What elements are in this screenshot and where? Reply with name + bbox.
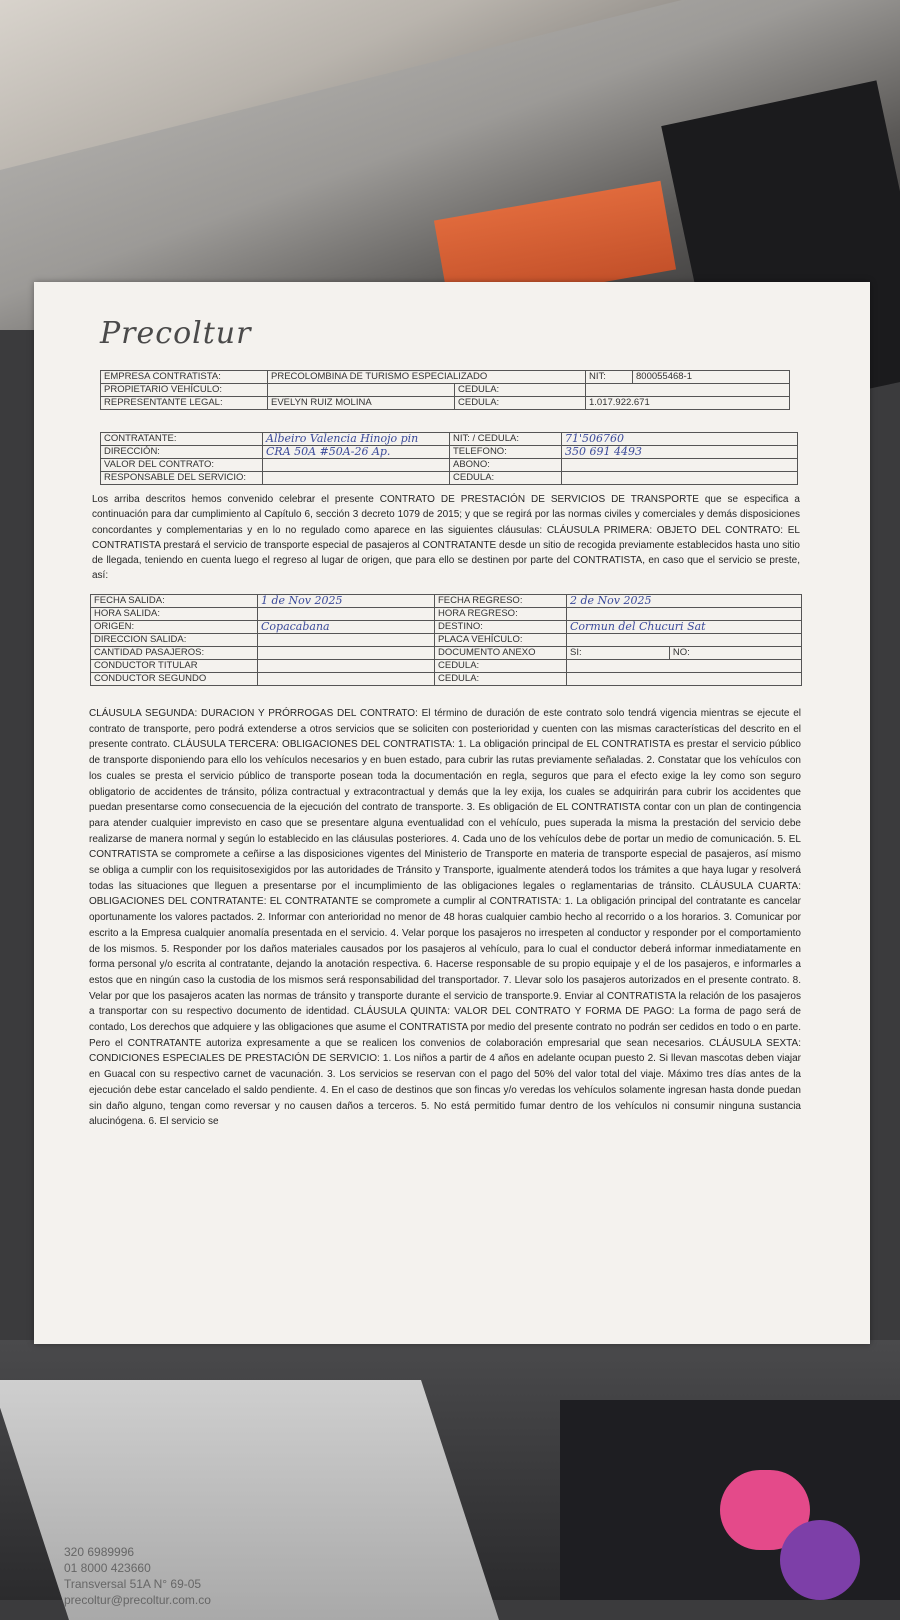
conductor-titular-cedula-value: [567, 660, 802, 673]
empresa-label: EMPRESA CONTRATISTA:: [101, 371, 268, 384]
abono-value: [562, 459, 798, 472]
documento-no: NO:: [669, 647, 801, 660]
responsable-value: [263, 472, 450, 485]
valor-label: VALOR DEL CONTRATO:: [101, 459, 263, 472]
representante-label: REPRESENTANTE LEGAL:: [101, 397, 268, 410]
direccion-value: CRA 50A #50A-26 Ap.: [263, 446, 450, 459]
destino-label: DESTINO:: [435, 621, 567, 634]
responsable-cedula-value: [562, 472, 798, 485]
origen-label: ORIGEN:: [91, 621, 258, 634]
footer-email: precoltur@precoltur.com.co: [64, 1593, 211, 1607]
telefono-value: 350 691 4493: [562, 446, 798, 459]
representante-cedula-value: 1.017.922.671: [586, 397, 790, 410]
footer-phone-2: 01 8000 423660: [64, 1561, 151, 1575]
fecha-salida-value: 1 de Nov 2025: [258, 595, 435, 608]
propietario-cedula-value: [586, 384, 790, 397]
origen-value: Copacabana: [258, 621, 435, 634]
propietario-cedula-label: CEDULA:: [455, 384, 586, 397]
hora-regreso-value: [567, 608, 802, 621]
conductor-titular-cedula: CEDULA:: [435, 660, 567, 673]
empresa-value: PRECOLOMBINA DE TURISMO ESPECIALIZADO: [268, 371, 586, 384]
logo-text: Precoltur: [100, 316, 252, 351]
documento-label: DOCUMENTO ANEXO: [435, 647, 567, 660]
responsable-label: RESPONSABLE DEL SERVICIO:: [101, 472, 263, 485]
telefono-label: TELEFONO:: [450, 446, 562, 459]
fecha-regreso-value: 2 de Nov 2025: [567, 595, 802, 608]
contratante-value: Albeiro Valencia Hinojo pin: [263, 433, 450, 446]
company-logo: [100, 316, 251, 351]
placa-value: [567, 634, 802, 647]
client-table: [100, 432, 798, 485]
documento-si: SI:: [567, 647, 670, 660]
fecha-regreso-label: FECHA REGRESO:: [435, 595, 567, 608]
cantidad-label: CANTIDAD PASAJEROS:: [91, 647, 258, 660]
conductor-segundo-label: CONDUCTOR SEGUNDO: [91, 673, 258, 686]
conductor-segundo-value: [258, 673, 435, 686]
abono-label: ABONO:: [450, 459, 562, 472]
company-footer: [64, 1544, 211, 1608]
clauses-text: CLÁUSULA SEGUNDA: DURACION Y PRÓRROGAS DEL CONTRATO: El término de duración de este contrato solo tendrá vigencia mientras se ejecute el contrato de transporte, pero podrá extenderse a otros servicios que se soliciten con posterioridad y cuenten con las mismas características del descrito en el presente contrato. CLÁUSULA TERCERA: OBLIGACIONES DEL CONTRATISTA: 1. La obligación principal de EL CONTRATISTA es prestar el servicio público de transporte disponiendo para ello los vehículos necesarios y en buen estado, para cubrir las rutas previamente señaladas. 2. Constatar que los vehículos con los cuales se presta el servicio público de transporte posean toda la documentación en regla, seguros que para el efecto exige la ley como son seguro obligatorio de accidentes de tránsito, póliza contractual y extracontractual y demás que la ley exija, los cuales se adquirirán para cubrir los accidentes que puedan presentarse como consecuencia de la ejecución del contrato de transporte. 3. Es obligación de EL CONTRATISTA contar con un plan de contingencia para atender cualquier imprevisto en caso que se presentare alguna eventualidad con el vehículo, pues superada la misma la prestación del servicio debe realizarse de manera normal y según lo establecido en las cláusulas posteriores. 4. Cada uno de los vehículos debe de portar un medio de comunicación. 5. EL CONTRATISTA se compromete a ceñirse a las disposiciones vigentes del Ministerio de Transporte en materia de transporte especial de pasajeros, así mismo se obliga a cumplir con los requisitosexigidos por las autoridades de Tránsito y Transporte, igualmente atenderá todos los trámites a que haya lugar y resolverá todas las situaciones que lleguen a presentarse por el incumplimiento de las obligaciones legales o reglamentarias de tránsito. CLÁUSULA CUARTA: OBLIGACIONES DEL CONTRATANTE: EL CONTRATANTE se compromete a cumplir al CONTRATISTA: 1. La obligación principal del contratante es cancelar oportunamente los valores pactados. 2. Informar con anterioridad no menor de 48 horas cualquier cambio hecho al recorrido o a los horarios. 3. Comunicar por escrito a la Empresa cualquier anomalía presentada en el servicio. 4. Velar porque los pasajeros no irrespeten al conductor y responder por el comportamiento de los mismos. 5. Responder por los daños materiales causados por los pasajeros al vehículo, para lo cual el conductor deberá informar inmediatamente en forma personal y/o escrita al contratante, dejando la anotación respectiva. 6. Hacerse responsable de su propio equipaje y el de los pasajeros, e informarles a estos que en ningún caso la custodia de los mismos será responsabilidad del transportador. 7. Llevar solo los pasajeros autorizados en el presente contrato. 8. Velar por que los pasajeros acaten las normas de tránsito y transporte durante el servicio de transporte.9. Enviar al CONTRATISTA la relación de los pasajeros a transportar con su respectivo documento de identidad. CLÁUSULA QUINTA: VALOR DEL CONTRATO Y FORMA DE PAGO: La forma de pago será de contado, Los derechos que adquiere y las obligaciones que asume el CONTRATISTA por medio del presente contrato no podrán ser cedidos en todo o en parte. Pero el CONTRATANTE autoriza expresamente a que se realicen los convenios de colaboración empresarial que sean necesarios. CLÁUSULA SEXTA: CONDICIONES ESPECIALES DE PRESTACIÓN DE SERVICIO: 1. Los niños a partir de 4 años en adelante ocupan puesto 2. Si llevan mascotas deben viajar en Guacal con su respectivo carnet de vacunación. 3. Los servicios se reservan con el pago del 50% del valor total del viaje. Máximo tres días antes de la ejecución debe estar cancelado el saldo pendiente. 4. En el caso de destinos que son fincas y/o veredas los vehículos solamente ingresan hasta donde puedan sin daño alguno, tengan como reversar y no causen daños a terceros. 5. No está permitido fumar dentro de los vehículos ni consumir ninguna sustancia alucinógena. 6. El servicio se: [89, 708, 801, 1128]
cantidad-value: [258, 647, 435, 660]
placa-label: PLACA VEHÍCULO:: [435, 634, 567, 647]
conductor-segundo-cedula-value: [567, 673, 802, 686]
contractor-table: [100, 370, 790, 410]
destino-value: Cormun del Chucuri Sat: [567, 621, 802, 634]
direccion-salida-label: DIRECCION SALIDA:: [91, 634, 258, 647]
representante-cedula-label: CEDULA:: [455, 397, 586, 410]
hora-regreso-label: HORA REGRESO:: [435, 608, 567, 621]
direccion-salida-value: [258, 634, 435, 647]
contratante-label: CONTRATANTE:: [101, 433, 263, 446]
trip-table: [90, 594, 802, 686]
representante-value: EVELYN RUIZ MOLINA: [268, 397, 455, 410]
fecha-salida-label: FECHA SALIDA:: [91, 595, 258, 608]
hora-salida-label: HORA SALIDA:: [91, 608, 258, 621]
contract-paper: [34, 282, 870, 1607]
responsable-cedula-label: CEDULA:: [450, 472, 562, 485]
nit-value: 800055468-1: [633, 371, 790, 384]
background-purple-toy: [780, 1520, 860, 1600]
propietario-label: PROPIETARIO VEHÍCULO:: [101, 384, 268, 397]
conductor-titular-label: CONDUCTOR TITULAR: [91, 660, 258, 673]
direccion-label: DIRECCIÓN:: [101, 446, 263, 459]
intro-text: Los arriba descritos hemos convenido celebrar el presente CONTRATO DE PRESTACIÓN DE SERVICIOS DE TRANSPORTE que se especifica a continuación para dar cumplimiento al Capítulo 6, sección 3 decreto 1079 de 2015; y que se regirá por las normas civiles y comerciales y demás disposiciones concordantes y complementarias y en lo no regulado como aparece en las siguientes cláusulas: CLÁUSULA PRIMERA: OBJETO DEL CONTRATO: EL CONTRATISTA prestará el servicio de transporte especial de pasajeros al CONTRATANTE desde un sitio de recogida previamente establecidos hasta uno sitio de llegada, teniendo en cuenta luego el regreso al lugar de origen, que para ello se destinen por parte del CONTRATISTA, en caso que el servicio se preste, así:: [92, 494, 800, 582]
conductor-segundo-cedula: CEDULA:: [435, 673, 567, 686]
footer-phone-1: 320 6989996: [64, 1545, 135, 1559]
nit-cedula-value: 71'506760: [562, 433, 798, 446]
valor-value: [263, 459, 450, 472]
nit-cedula-label: NIT: / CEDULA:: [450, 433, 562, 446]
footer-address: Transversal 51A N° 69-05: [64, 1577, 202, 1591]
hora-salida-value: [258, 608, 435, 621]
nit-label: NIT:: [586, 371, 633, 384]
propietario-value: [268, 384, 455, 397]
conductor-titular-value: [258, 660, 435, 673]
